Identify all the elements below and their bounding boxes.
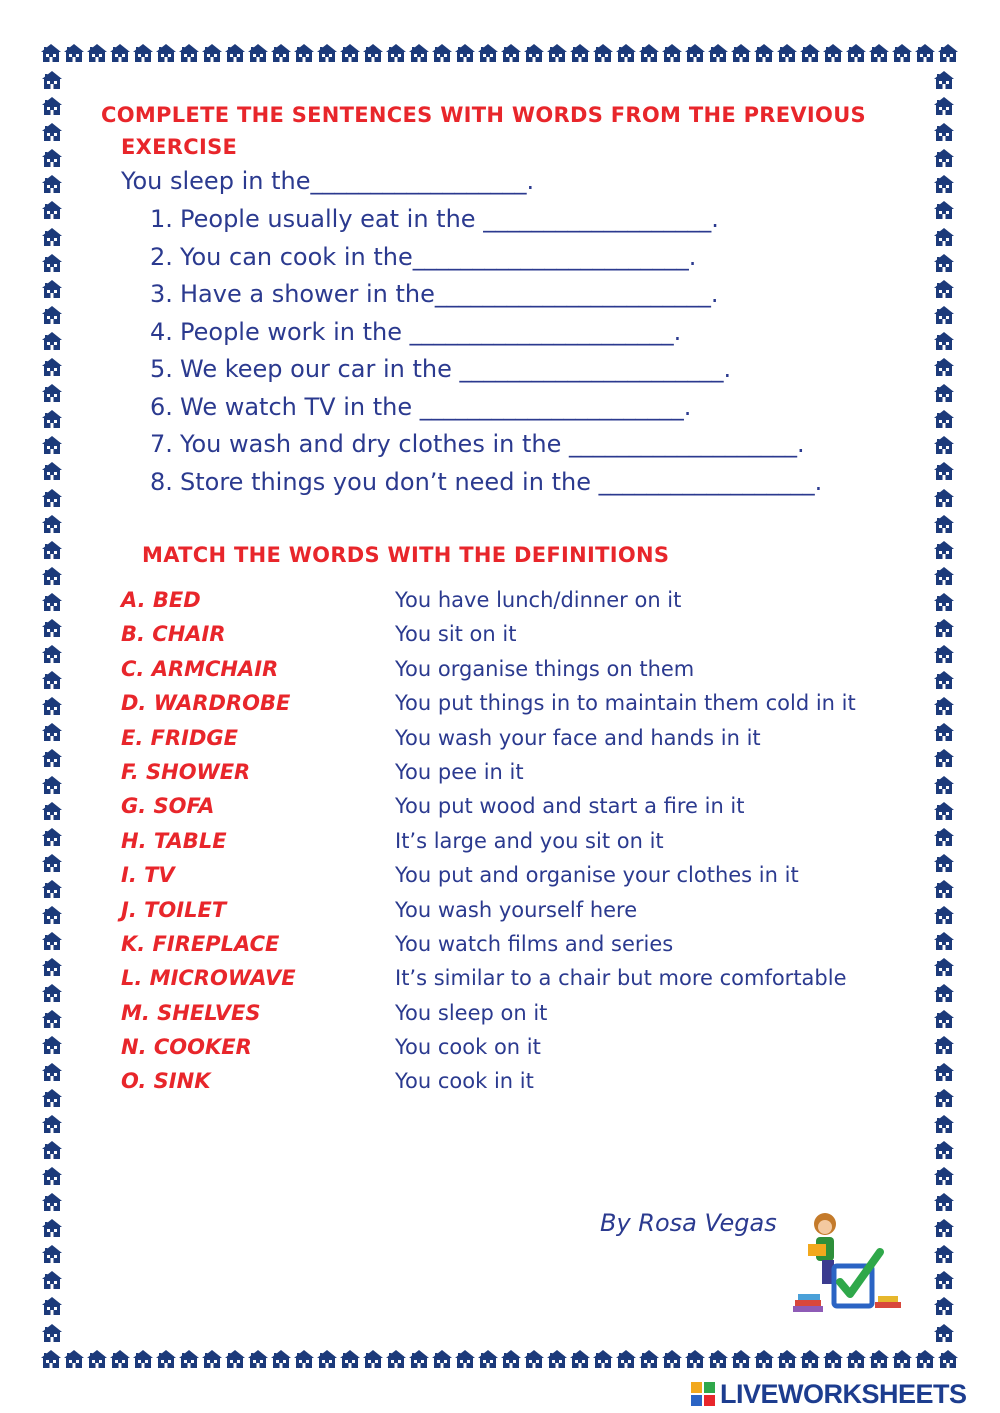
border-left <box>41 70 67 1346</box>
house-icon <box>684 1349 706 1369</box>
match-word: A. BED <box>121 588 201 612</box>
house-icon <box>41 540 63 560</box>
house-icon <box>41 853 63 873</box>
house-icon <box>661 1349 683 1369</box>
house-icon <box>431 43 453 63</box>
match-word: C. ARMCHAIR <box>121 656 279 681</box>
sentence-text: We keep our car in the ______________________. <box>180 355 732 383</box>
house-icon <box>408 1349 430 1369</box>
house-icon <box>41 1166 63 1186</box>
house-icon <box>845 43 867 63</box>
sentence-item <box>150 468 822 506</box>
sentence-text: You wash and dry clothes in the ___________________. <box>180 430 805 458</box>
house-icon <box>41 514 63 534</box>
house-icon <box>776 43 798 63</box>
house-icon <box>933 1296 955 1316</box>
match-definition: You put wood and start a fire in it <box>395 794 745 819</box>
house-icon <box>86 43 108 63</box>
house-icon <box>933 1323 955 1343</box>
border-bottom <box>40 1349 960 1371</box>
house-icon <box>933 1009 955 1029</box>
house-icon <box>41 174 63 194</box>
house-icon <box>868 43 890 63</box>
house-icon <box>41 461 63 481</box>
house-icon <box>41 227 63 247</box>
sentence-item <box>150 355 822 393</box>
house-icon <box>339 43 361 63</box>
house-icon <box>454 1349 476 1369</box>
match-word: O. SINK <box>121 1069 211 1094</box>
house-icon <box>41 827 63 847</box>
house-icon <box>822 1349 844 1369</box>
footer-brand: LIVEWORKSHEETS <box>720 1378 967 1409</box>
house-icon <box>362 1349 384 1369</box>
house-icon <box>41 200 63 220</box>
house-icon <box>933 592 955 612</box>
house-icon <box>933 1270 955 1290</box>
house-icon <box>41 96 63 116</box>
house-icon <box>41 253 63 273</box>
author-credit: By Rosa Vegas <box>600 1209 777 1237</box>
exercise1-heading-line1: COMPLETE THE SENTENCES WITH WORDS FROM THE PREVIOUS <box>101 103 866 127</box>
match-definition: You wash yourself here <box>395 897 638 922</box>
house-icon <box>41 592 63 612</box>
house-icon <box>41 566 63 586</box>
house-icon <box>224 43 246 63</box>
match-word: L. MICROWAVE <box>121 966 296 991</box>
house-icon <box>316 43 338 63</box>
house-icon <box>615 43 637 63</box>
house-icon <box>933 383 955 403</box>
house-icon <box>753 1349 775 1369</box>
house-icon <box>41 1035 63 1055</box>
house-icon <box>546 43 568 63</box>
house-icon <box>41 722 63 742</box>
house-icon <box>592 43 614 63</box>
house-icon <box>933 1140 955 1160</box>
house-icon <box>63 43 85 63</box>
house-icon <box>933 540 955 560</box>
house-icon <box>41 148 63 168</box>
match-definition: You watch films and series <box>395 931 674 956</box>
house-icon <box>41 957 63 977</box>
house-icon <box>178 43 200 63</box>
house-icon <box>500 43 522 63</box>
house-icon <box>41 1244 63 1264</box>
match-definition: It’s large and you sit on it <box>395 828 664 853</box>
border-top <box>40 43 960 65</box>
house-icon <box>933 122 955 142</box>
house-icon <box>615 1349 637 1369</box>
house-icon <box>933 722 955 742</box>
house-icon <box>891 1349 913 1369</box>
house-icon <box>933 983 955 1003</box>
house-icon <box>41 331 63 351</box>
house-icon <box>41 983 63 1003</box>
sentence-text: Have a shower in the_______________________. <box>180 280 719 308</box>
match-definition: You wash your face and hands in it <box>395 725 761 750</box>
house-icon <box>155 43 177 63</box>
house-icon <box>41 1062 63 1082</box>
house-icon <box>933 931 955 951</box>
sentence-number: 6. <box>150 392 173 421</box>
house-icon <box>933 618 955 638</box>
house-icon <box>730 1349 752 1369</box>
house-icon <box>933 253 955 273</box>
house-icon <box>41 1140 63 1160</box>
house-icon <box>933 696 955 716</box>
house-icon <box>638 43 660 63</box>
house-icon <box>933 1035 955 1055</box>
house-icon <box>41 905 63 925</box>
house-icon <box>155 1349 177 1369</box>
sentence-number: 5. <box>150 355 173 383</box>
house-icon <box>638 1349 660 1369</box>
match-definition: You sit on it <box>395 622 517 647</box>
liveworksheets-logo <box>690 1378 967 1410</box>
match-word: E. FRIDGE <box>121 725 238 750</box>
house-icon <box>933 1192 955 1212</box>
house-icon <box>500 1349 522 1369</box>
match-word: I. TV <box>121 863 175 888</box>
house-icon <box>316 1349 338 1369</box>
house-icon <box>937 1349 959 1369</box>
house-icon <box>891 43 913 63</box>
house-icon <box>933 957 955 977</box>
house-icon <box>41 435 63 455</box>
house-icon <box>933 96 955 116</box>
match-definition: You cook in it <box>395 1069 534 1094</box>
house-icon <box>822 43 844 63</box>
house-icon <box>933 279 955 299</box>
house-icon <box>109 1349 131 1369</box>
sentence-list <box>150 205 822 505</box>
match-word: H. TABLE <box>121 828 227 853</box>
house-icon <box>247 43 269 63</box>
house-icon <box>707 1349 729 1369</box>
house-icon <box>40 1349 62 1369</box>
house-icon <box>362 43 384 63</box>
house-icon <box>592 1349 614 1369</box>
sentence-item <box>150 280 822 318</box>
house-icon <box>933 827 955 847</box>
sentence-item <box>150 318 822 356</box>
house-icon <box>523 43 545 63</box>
house-icon <box>408 43 430 63</box>
house-icon <box>933 1218 955 1238</box>
house-icon <box>753 43 775 63</box>
house-icon <box>933 148 955 168</box>
house-icon <box>730 43 752 63</box>
sentence-number: 3. <box>150 280 173 308</box>
house-icon <box>41 1270 63 1290</box>
house-icon <box>41 1323 63 1343</box>
house-icon <box>933 409 955 429</box>
house-icon <box>933 670 955 690</box>
match-word: M. SHELVES <box>121 1000 261 1025</box>
house-icon <box>41 879 63 899</box>
house-icon <box>41 801 63 821</box>
house-icon <box>109 43 131 63</box>
house-icon <box>477 43 499 63</box>
match-definition: You put things in to maintain them cold in it <box>395 691 856 716</box>
house-icon <box>933 488 955 508</box>
house-icon <box>933 1244 955 1264</box>
sentence-item <box>150 430 822 468</box>
match-definition: You organise things on them <box>395 656 695 681</box>
house-icon <box>132 1349 154 1369</box>
house-icon <box>270 1349 292 1369</box>
house-icon <box>933 1088 955 1108</box>
house-icon <box>933 644 955 664</box>
sentence-item <box>150 243 822 281</box>
house-icon <box>41 409 63 429</box>
house-icon <box>477 1349 499 1369</box>
house-icon <box>454 43 476 63</box>
house-icon <box>933 331 955 351</box>
reader-checkmark-icon <box>790 1210 905 1320</box>
house-icon <box>63 1349 85 1369</box>
example-sentence: You sleep in the__________________. <box>121 167 535 195</box>
sentence-number: 1. <box>150 205 173 233</box>
house-icon <box>293 1349 315 1369</box>
house-icon <box>933 801 955 821</box>
house-icon <box>293 43 315 63</box>
house-icon <box>933 227 955 247</box>
match-definition: You put and organise your clothes in it <box>395 863 799 888</box>
house-icon <box>247 1349 269 1369</box>
house-icon <box>933 879 955 899</box>
match-definition: You pee in it <box>395 759 524 784</box>
house-icon <box>933 1166 955 1186</box>
house-icon <box>224 1349 246 1369</box>
house-icon <box>569 43 591 63</box>
house-icon <box>868 1349 890 1369</box>
house-icon <box>132 43 154 63</box>
house-icon <box>933 566 955 586</box>
house-icon <box>41 1009 63 1029</box>
house-icon <box>933 905 955 925</box>
house-icon <box>41 670 63 690</box>
sentence-text: People work in the ______________________. <box>180 317 682 346</box>
sentence-text: People usually eat in the ___________________. <box>180 205 719 233</box>
house-icon <box>933 174 955 194</box>
sentence-number: 4. <box>150 317 173 346</box>
house-icon <box>933 1062 955 1082</box>
house-icon <box>41 618 63 638</box>
house-icon <box>41 1114 63 1134</box>
house-icon <box>569 1349 591 1369</box>
house-icon <box>385 43 407 63</box>
house-icon <box>933 70 955 90</box>
match-word: G. SOFA <box>121 794 215 819</box>
match-word: D. WARDROBE <box>121 691 291 716</box>
house-icon <box>41 357 63 377</box>
house-icon <box>933 775 955 795</box>
house-icon <box>684 43 706 63</box>
house-icon <box>41 1192 63 1212</box>
sentence-text: You can cook in the_______________________. <box>180 242 697 271</box>
sentence-text: Store things you don’t need in the __________________. <box>180 467 823 496</box>
match-definition: You have lunch/dinner on it <box>395 588 682 612</box>
house-icon <box>937 43 959 63</box>
match-definition: It’s similar to a chair but more comfortable <box>395 966 847 991</box>
sentence-number: 2. <box>150 242 173 271</box>
border-right <box>933 70 959 1346</box>
house-icon <box>776 1349 798 1369</box>
sentence-number: 8. <box>150 467 173 496</box>
house-icon <box>41 1088 63 1108</box>
house-icon <box>914 43 936 63</box>
house-icon <box>431 1349 453 1369</box>
house-icon <box>933 853 955 873</box>
house-icon <box>41 305 63 325</box>
house-icon <box>41 122 63 142</box>
house-icon <box>41 70 63 90</box>
house-icon <box>201 43 223 63</box>
house-icon <box>41 279 63 299</box>
house-icon <box>178 1349 200 1369</box>
house-icon <box>385 1349 407 1369</box>
match-word: N. COOKER <box>121 1035 252 1060</box>
house-icon <box>933 461 955 481</box>
house-icon <box>933 305 955 325</box>
house-icon <box>86 1349 108 1369</box>
match-word: F. SHOWER <box>121 759 251 784</box>
house-icon <box>40 43 62 63</box>
exercise2-heading: MATCH THE WORDS WITH THE DEFINITIONS <box>142 543 670 567</box>
house-icon <box>933 200 955 220</box>
house-icon <box>201 1349 223 1369</box>
house-icon <box>41 383 63 403</box>
house-icon <box>933 357 955 377</box>
house-icon <box>799 43 821 63</box>
house-icon <box>523 1349 545 1369</box>
exercise1-heading-line2: EXERCISE <box>121 135 238 159</box>
house-icon <box>933 435 955 455</box>
house-icon <box>661 43 683 63</box>
liveworksheets-logo-icon <box>690 1381 716 1407</box>
house-icon <box>41 775 63 795</box>
house-icon <box>41 1218 63 1238</box>
house-icon <box>339 1349 361 1369</box>
house-icon <box>41 488 63 508</box>
house-icon <box>270 43 292 63</box>
house-icon <box>799 1349 821 1369</box>
house-icon <box>933 748 955 768</box>
house-icon <box>41 644 63 664</box>
house-icon <box>41 931 63 951</box>
sentence-item <box>150 393 822 431</box>
sentence-text: We watch TV in the ______________________. <box>180 392 692 421</box>
house-icon <box>41 1296 63 1316</box>
match-definition: You sleep on it <box>395 1000 548 1025</box>
match-definition: You cook on it <box>395 1035 541 1060</box>
house-icon <box>707 43 729 63</box>
house-icon <box>41 748 63 768</box>
sentence-number: 7. <box>150 430 173 458</box>
match-word: J. TOILET <box>121 897 227 922</box>
match-word: B. CHAIR <box>121 622 226 647</box>
house-icon <box>933 1114 955 1134</box>
match-word: K. FIREPLACE <box>121 931 280 956</box>
house-icon <box>914 1349 936 1369</box>
house-icon <box>41 696 63 716</box>
house-icon <box>546 1349 568 1369</box>
sentence-item <box>150 205 822 243</box>
house-icon <box>933 514 955 534</box>
house-icon <box>845 1349 867 1369</box>
